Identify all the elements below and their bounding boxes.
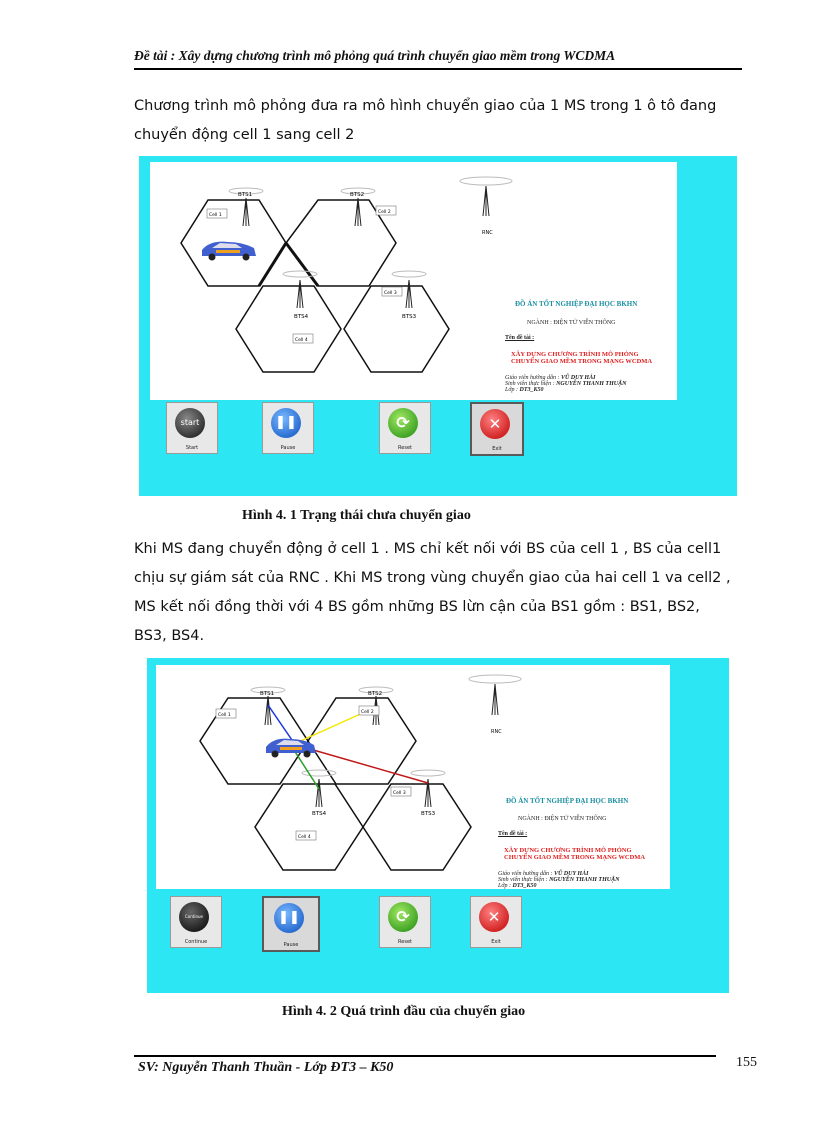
- student-name: NGUYỄN THANH THUẬN: [549, 877, 620, 883]
- info-student: Sinh viên thực hiện : NGUYỄN THANH THUẬN: [505, 381, 627, 387]
- info-topic-label: Tên đề tài :: [505, 335, 535, 341]
- start-button[interactable]: [166, 402, 218, 454]
- header-rule: [134, 68, 742, 70]
- cell1-label: Cell 1: [218, 713, 231, 718]
- refresh-icon: ⟳: [396, 413, 410, 432]
- cell1-label: Cell 1: [209, 213, 222, 218]
- pause-button-label: Pause: [280, 445, 296, 451]
- info-branch: NGÀNH : ĐIỆN TỬ VIỄN THÔNG: [518, 816, 607, 822]
- info-topic-2: CHUYỂN GIAO MỀM TRONG MẠNG WCDMA: [511, 358, 653, 365]
- info-topic-2: CHUYỂN GIAO MỀM TRONG MẠNG WCDMA: [504, 854, 646, 861]
- bts4-tower-icon: [283, 271, 317, 308]
- intro-paragraph: [134, 92, 774, 150]
- footer-rule: [134, 1055, 716, 1057]
- supervisor-name: VŨ DUY HẢI: [553, 871, 589, 877]
- info-supervisor: Giáo viên hướng dẫn : VŨ DUY HẢI: [505, 375, 596, 381]
- figure-1: [139, 156, 737, 496]
- bts2-label: BTS2: [350, 192, 365, 198]
- continue-button-label: Continue: [184, 939, 208, 945]
- body-line-4: BS3, BS4.: [134, 628, 205, 644]
- bts1-label: BTS1: [238, 192, 253, 198]
- info-branch: NGÀNH : ĐIỆN TỬ VIỄN THÔNG: [527, 320, 616, 326]
- supervisor-label: Giáo viên hướng dẫn: [498, 871, 549, 877]
- reset-button[interactable]: [379, 896, 431, 948]
- start-button-label: Start: [185, 445, 199, 451]
- reset-button-label: Reset: [398, 445, 412, 451]
- link-bs3: [296, 745, 428, 783]
- continue-button[interactable]: [170, 896, 222, 948]
- rnc-tower-icon: [469, 675, 521, 715]
- cell2-label: Cell 2: [361, 710, 374, 715]
- exit-button-label: Exit: [492, 446, 502, 452]
- info-title: ĐỒ ÁN TỐT NGHIỆP ĐẠI HỌC BKHN: [515, 300, 638, 308]
- start-symbol: start: [180, 418, 200, 427]
- cell4-label: Cell 4: [298, 835, 311, 840]
- hex-cell-4: [255, 784, 363, 870]
- cell4-label: Cell 4: [295, 338, 308, 343]
- project-info-1: [505, 300, 675, 393]
- intro-line-2: chuyển động cell 1 sang cell 2: [134, 127, 355, 143]
- class-name: DT3_K50: [519, 387, 544, 393]
- footer-text: SV: Nguyễn Thanh Thuần - Lớp ĐT3 – K50: [138, 1060, 394, 1075]
- info-title: ĐỒ ÁN TỐT NGHIỆP ĐẠI HỌC BKHN: [506, 797, 629, 805]
- reset-button-label: Reset: [398, 939, 412, 945]
- hex-cell-3: [344, 286, 449, 372]
- body-line-3: MS kết nối đồng thời với 4 BS gồm những BS lừn cận của BS1 gồm : BS1, BS2,: [134, 599, 700, 615]
- sim-canvas-2: [156, 665, 670, 889]
- bts4-label: BTS4: [312, 811, 327, 817]
- rnc-label: RNC: [482, 230, 493, 236]
- link-bs1: [268, 705, 294, 743]
- supervisor-name: VŨ DUY HẢI: [560, 375, 596, 381]
- figure-1-caption: Hình 4. 1 Trạng thái chưa chuyển giao: [242, 508, 471, 523]
- info-student: Sinh viên thực hiện : NGUYỄN THANH THUẬN: [498, 877, 620, 883]
- pause-button-label: Pause: [283, 942, 299, 948]
- bts1-label: BTS1: [260, 691, 275, 697]
- intro-line-1: Chương trình mô phỏng đưa ra mô hình chuyển giao của 1 MS trong 1 ô tô đang: [134, 98, 717, 114]
- exit-button-label: Exit: [491, 939, 501, 945]
- page-number: 155: [736, 1055, 757, 1070]
- hex-cell-3: [363, 784, 471, 870]
- pause-button[interactable]: [262, 402, 314, 454]
- close-icon: ✕: [488, 415, 502, 433]
- student-name: NGUYỄN THANH THUẬN: [556, 381, 627, 387]
- figure-2-caption: Hình 4. 2 Quá trình đầu của chuyển giao: [282, 1004, 526, 1019]
- cell3-label: Cell 3: [393, 791, 406, 796]
- body-line-2: chịu sự giám sát của RNC . Khi MS trong vùng chuyển giao của hai cell 1 va cell2 ,: [134, 570, 731, 586]
- rnc-tower-icon: [460, 177, 512, 216]
- refresh-icon: ⟳: [396, 907, 410, 926]
- rnc-label: RNC: [491, 729, 502, 735]
- pause-button[interactable]: [262, 896, 320, 952]
- bts3-tower-icon: [411, 770, 445, 807]
- bts4-label: BTS4: [294, 314, 309, 320]
- cell2-label: Cell 2: [378, 210, 391, 215]
- info-class: Lớp : DT3_K50: [498, 883, 537, 889]
- cell3-label: Cell 3: [384, 291, 397, 296]
- exit-button[interactable]: [470, 402, 524, 456]
- student-label: Sinh viên thực hiện: [505, 381, 552, 387]
- info-topic-1: XÂY DỰNG CHƯƠNG TRÌNH MÔ PHỎNG: [511, 351, 639, 358]
- exit-button[interactable]: [470, 896, 522, 948]
- continue-symbol: Continue: [185, 914, 203, 919]
- class-name: DT3_K50: [512, 883, 537, 889]
- student-label: Sinh viên thực hiện: [498, 877, 545, 883]
- supervisor-label: Giáo viên hướng dẫn: [505, 375, 556, 381]
- close-icon: ✕: [487, 908, 501, 926]
- figure-2: [147, 658, 729, 993]
- pause-icon: ❚❚: [275, 415, 297, 430]
- running-header: Đề tài : Xây dựng chương trình mô phỏng quá trình chuyển giao mềm trong WCDMA: [134, 48, 616, 63]
- info-supervisor: Giáo viên hướng dẫn : VŨ DUY HẢI: [498, 871, 589, 877]
- body-paragraph: [134, 535, 774, 651]
- info-class: Lớp : DT3_K50: [505, 387, 544, 393]
- bts2-label: BTS2: [368, 691, 383, 697]
- reset-button[interactable]: [379, 402, 431, 454]
- class-label: Lớp: [505, 387, 515, 393]
- car-icon: [202, 242, 256, 261]
- sim-canvas-1: [150, 162, 677, 400]
- project-info-2: [498, 797, 668, 889]
- info-topic-label: Tên đề tài :: [498, 831, 528, 837]
- bts3-label: BTS3: [402, 314, 417, 320]
- hex-cell-4: [236, 286, 341, 372]
- body-line-1: Khi MS đang chuyển động ở cell 1 . MS chỉ kết nối với BS của cell 1 , BS của cell1: [134, 541, 722, 557]
- bts3-label: BTS3: [421, 811, 436, 817]
- pause-icon: ❚❚: [278, 910, 300, 925]
- info-topic-1: XÂY DỰNG CHƯƠNG TRÌNH MÔ PHỎNG: [504, 847, 632, 854]
- class-label: Lớp: [498, 883, 508, 889]
